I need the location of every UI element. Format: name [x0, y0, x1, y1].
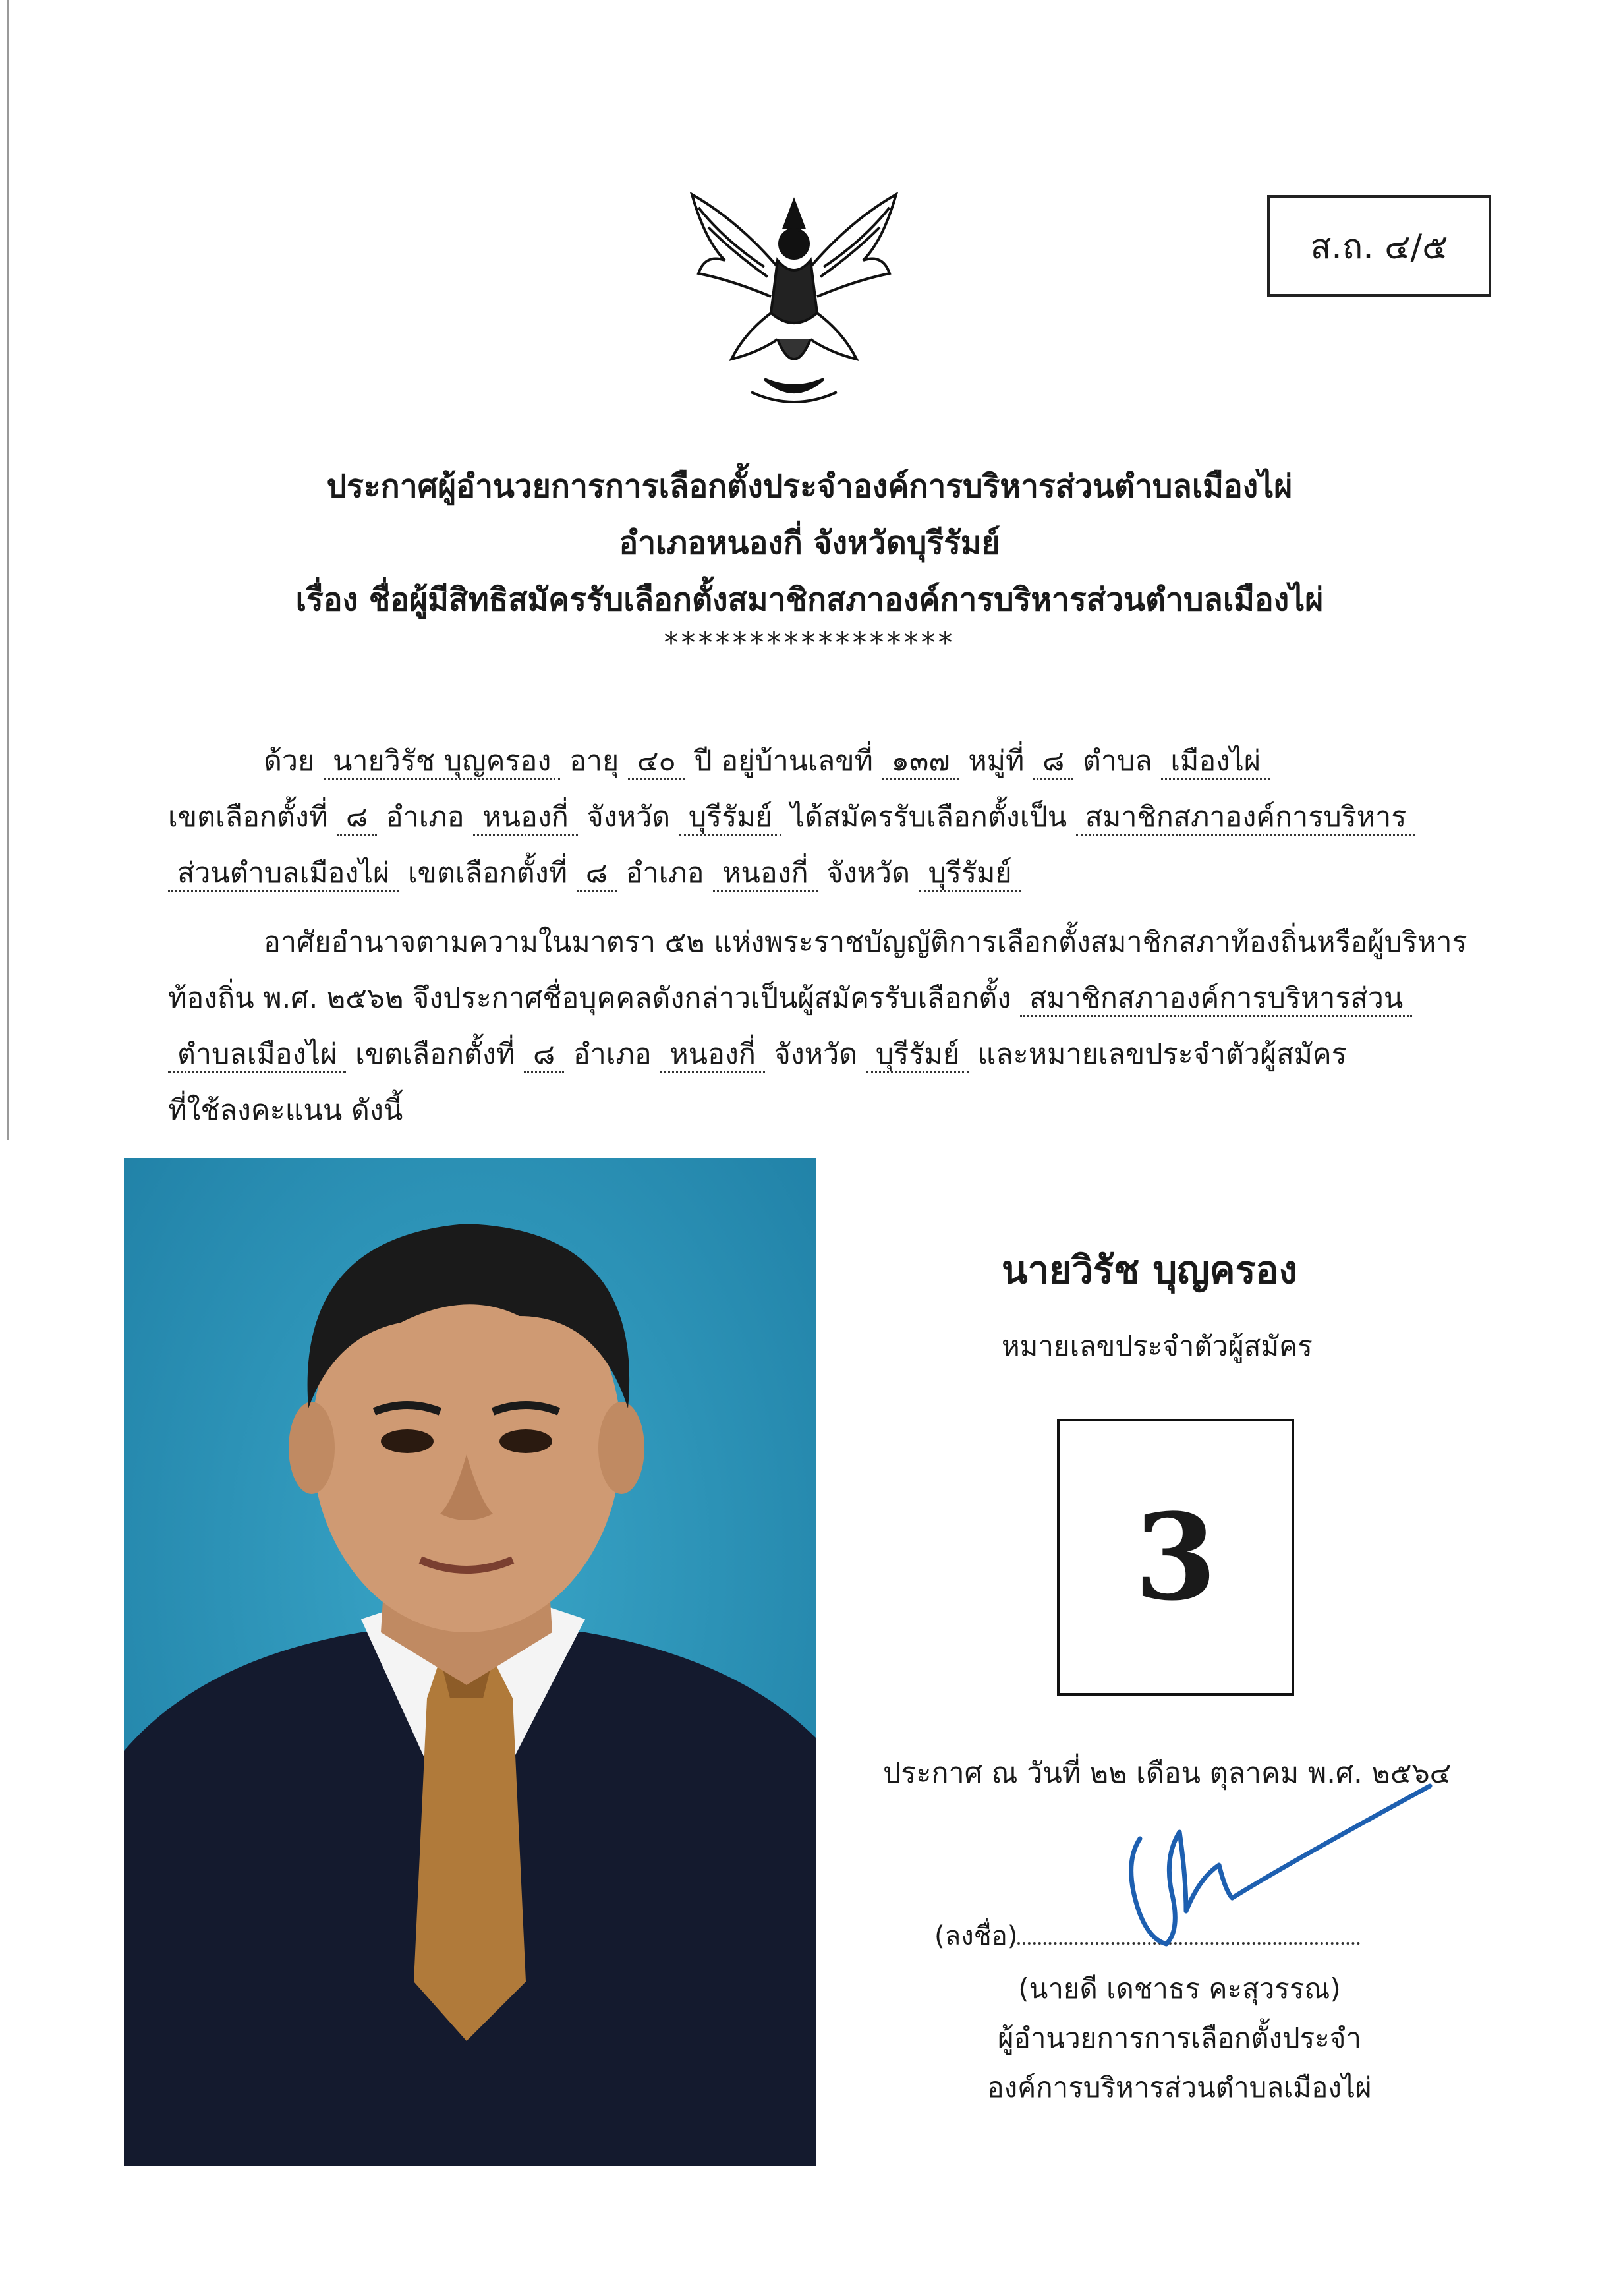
para2-position-b: ตำบลเมืองไผ่ — [168, 1038, 346, 1073]
position-value-b: ส่วนตำบลเมืองไผ่ — [168, 857, 399, 892]
para2-amphoe-value: หนองกี่ — [660, 1038, 765, 1073]
district2-value: ๘ — [577, 857, 617, 892]
amphoe-label: อำเภอ — [385, 801, 465, 834]
form-code-box — [1267, 195, 1491, 297]
para2-position-a: สมาชิกสภาองค์การบริหารส่วน — [1020, 982, 1412, 1017]
header-line-3: เรื่อง ชื่อผู้มีสิทธิสมัครรับเลือกตั้งสมาชิกสภาองค์การบริหารส่วนตำบลเมืองไผ่ — [295, 581, 1324, 618]
candidate-number: 3 — [1134, 1487, 1217, 1627]
header-stars: ***************** — [664, 626, 955, 660]
announce-day: ๒๒ — [1089, 1757, 1127, 1790]
para1-line2 — [168, 794, 1415, 839]
candidate-number-box — [1057, 1419, 1294, 1696]
signer-title-1: ผู้อำนวยการการเลือกตั้งประจำ — [998, 2022, 1361, 2054]
amphoe2-value: หนองกี่ — [713, 857, 818, 892]
moo-number: ๘ — [1033, 745, 1073, 780]
page-edge — [7, 0, 9, 1140]
tambon-label: ตำบล — [1082, 745, 1152, 778]
para1-line3 — [168, 850, 1021, 895]
candidate-photo — [124, 1158, 816, 2166]
province2-value: บุรีรัมย์ — [919, 857, 1021, 892]
para2-tail: และหมายเลขประจำตัวผู้สมัคร — [977, 1038, 1347, 1071]
applied-as-label: ได้สมัครรับเลือกตั้งเป็น — [790, 801, 1067, 834]
para2-line2 — [168, 975, 1412, 1020]
form-code: ส.ถ. ๔/๕ — [1310, 227, 1448, 267]
para2-line1: อาศัยอำนาจตามความในมาตรา ๕๒ แห่งพระราชบัญญัติการเลือกตั้งสมาชิกสภาท้องถิ่นหรือผู้บริหาร — [264, 926, 1467, 959]
announce-month: ตุลาคม — [1209, 1757, 1299, 1790]
district-value: ๘ — [337, 801, 377, 836]
announce-month-label: เดือน — [1136, 1757, 1201, 1790]
para2-line3 — [168, 1031, 1347, 1076]
tambon-value: เมืองไผ่ — [1161, 745, 1270, 780]
para2-amphoe-label: อำเภอ — [573, 1038, 652, 1071]
house-number: ๑๓๗ — [882, 745, 959, 780]
province2-label: จังหวัด — [826, 857, 910, 890]
signer-title-2: องค์การบริหารส่วนตำบลเมืองไผ่ — [987, 2071, 1372, 2104]
position-value-a: สมาชิกสภาองค์การบริหาร — [1076, 801, 1416, 836]
announce-label: ประกาศ ณ วันที่ — [883, 1757, 1081, 1790]
district-label: เขตเลือกตั้งที่ — [168, 801, 328, 834]
province-label: จังหวัด — [586, 801, 671, 834]
header-line-1: ประกาศผู้อำนวยการการเลือกตั้งประจำองค์การบริหารส่วนตำบลเมืองไผ่ — [326, 468, 1293, 505]
applicant-age: ๔๐ — [628, 745, 685, 780]
para2-province-value: บุรีรัมย์ — [866, 1038, 969, 1073]
province-value: บุรีรัมย์ — [679, 801, 781, 836]
header-line-2: อำเภอหนองกี่ จังหวัดบุรีรัมย์ — [619, 525, 1000, 561]
para2-province-label: จังหวัด — [774, 1038, 858, 1071]
handwritten-signature — [1114, 1779, 1443, 1957]
signer-name: (นายดี เดชาธร คะสุวรรณ) — [1018, 1972, 1341, 2005]
para2-line4: ที่ใช้ลงคะแนน ดังนี้ — [168, 1094, 403, 1127]
garuda-emblem-icon — [685, 181, 903, 412]
para2-district-value: ๘ — [524, 1038, 564, 1073]
amphoe-value: หนองกี่ — [473, 801, 578, 836]
text-by: ด้วย — [264, 745, 315, 778]
candidate-name: นายวิรัช บุญครอง — [1002, 1248, 1297, 1292]
sign-label: (ลงชื่อ) — [934, 1921, 1018, 1951]
candidate-number-label: หมายเลขประจำตัวผู้สมัคร — [1002, 1330, 1313, 1362]
applicant-name: นายวิรัช บุญครอง — [324, 745, 560, 780]
announce-year-label: พ.ศ. — [1307, 1757, 1363, 1790]
para1-line1 — [264, 738, 1270, 783]
para2-district-label: เขตเลือกตั้งที่ — [355, 1038, 515, 1071]
para2-line2-text: ท้องถิ่น พ.ศ. ๒๕๖๒ จึงประกาศชื่อบุคคลดังกล่าวเป็นผู้สมัครรับเลือกตั้ง — [168, 982, 1011, 1015]
house-label: ปี อยู่บ้านเลขที่ — [694, 745, 873, 778]
age-label: อายุ — [569, 745, 619, 778]
district2-label: เขตเลือกตั้งที่ — [407, 857, 568, 890]
moo-label: หมู่ที่ — [968, 745, 1025, 778]
amphoe2-label: อำเภอ — [625, 857, 704, 890]
announce-year: ๒๕๖๔ — [1371, 1757, 1452, 1790]
